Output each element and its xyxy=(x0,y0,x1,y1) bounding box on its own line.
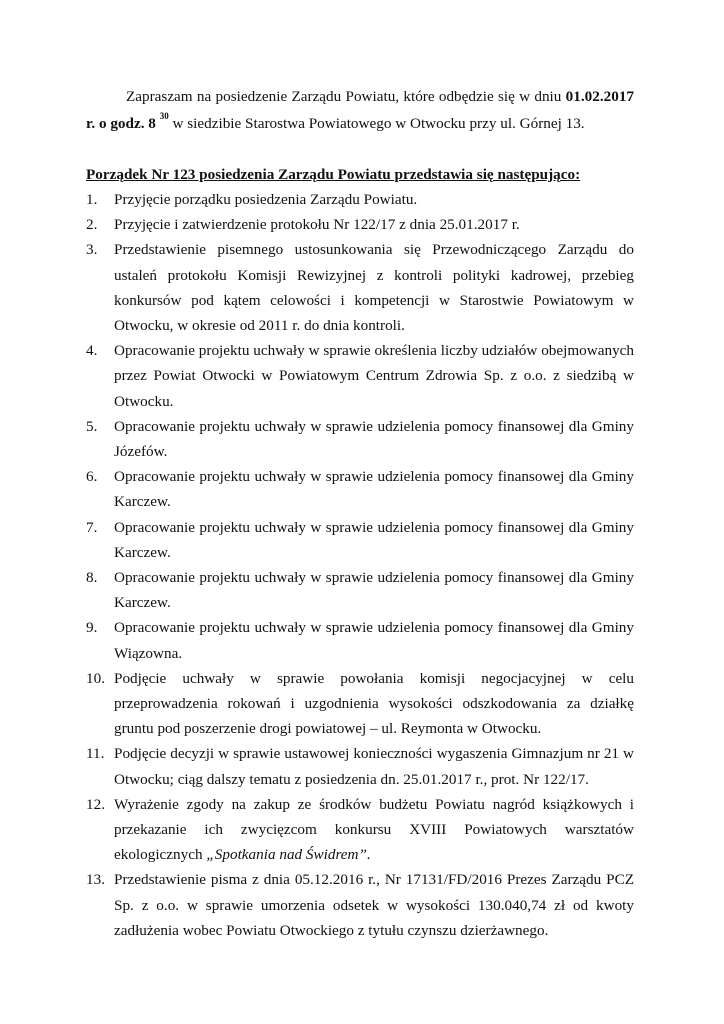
agenda-item-number: 1. xyxy=(86,191,98,208)
intro-paragraph xyxy=(86,84,634,137)
agenda-item xyxy=(86,867,634,943)
agenda-item-number: 8. xyxy=(86,569,98,587)
agenda-item-text: Przedstawienie pisemnego ustosunkowania się Przewodniczącego Zarządu do ustaleń protokołu Komisji Rewizyjnej z kontroli polityki kadrowej, przebieg konkursów pod kątem celowości i kompetencji w Starostwie Powiatowym w Otwocku, w okresie od 2011 r. do dnia kontroli. xyxy=(114,241,634,335)
agenda-item-text: Podjęcie decyzji w sprawie ustawowej konieczności wygaszenia Gimnazjum nr 21 w Otwocku; ciąg dalszy tematu z posiedzenia dn. 25.01.2017 r., prot. Nr 122/17. xyxy=(114,745,634,788)
intro-text-after: w siedzibie Starostwa Powiatowego w Otwocku przy ul. Górnej 13. xyxy=(172,114,585,132)
agenda-item-number: 2. xyxy=(86,216,98,234)
agenda-item xyxy=(86,565,634,615)
agenda-item-text: Przyjęcie porządku posiedzenia Zarządu Powiatu. xyxy=(114,191,418,208)
agenda-item-number: 4. xyxy=(86,342,98,360)
agenda-item-text: Opracowanie projektu uchwały w sprawie udzielenia pomocy finansowej dla Gminy Karczew. xyxy=(114,569,634,612)
agenda-item-text: Opracowanie projektu uchwały w sprawie określenia liczby udziałów obejmowanych przez Powiat Otwocki w Powiatowym Centrum Zdrowia Sp. z o.o. z siedzibą w Otwocku. xyxy=(114,342,634,410)
document-page xyxy=(86,84,634,943)
agenda-list xyxy=(86,187,634,943)
agenda-item-number: 5. xyxy=(86,417,98,435)
agenda-item-text: Podjęcie uchwały w sprawie powołania komisji negocjacyjnej w celu przeprowadzenia rokowań i uzgodnienia wysokości odszkodowania za działkę gruntu pod poszerzenie drogi powiatowej – ul. Reymonta w Otwocku. xyxy=(114,669,634,738)
agenda-item xyxy=(86,338,634,414)
agenda-item-number: 7. xyxy=(86,518,98,536)
agenda-item-italic-title: „Spotkania nad Świdrem”. xyxy=(206,846,371,864)
agenda-item xyxy=(86,792,634,868)
agenda-item-number: 13. xyxy=(86,871,105,889)
agenda-item-number: 6. xyxy=(86,468,98,486)
agenda-item-text: Opracowanie projektu uchwały w sprawie udzielenia pomocy finansowej dla Gminy Karczew. xyxy=(114,468,634,511)
meeting-minutes: 30 xyxy=(159,110,169,121)
agenda-item xyxy=(86,666,634,742)
agenda-item-text: Opracowanie projektu uchwały w sprawie udzielenia pomocy finansowej dla Gminy Józefów. xyxy=(114,417,634,461)
agenda-item xyxy=(86,615,634,665)
agenda-heading: Porządek Nr 123 posiedzenia Zarządu Powiatu przedstawia się następująco: xyxy=(86,166,581,183)
intro-text-before: Zapraszam na posiedzenie Zarządu Powiatu, które odbędzie się w dniu xyxy=(126,88,562,105)
meeting-date-time: 01.02.2017 r. o godz. 8 xyxy=(86,88,635,132)
agenda-item-number: 9. xyxy=(86,619,98,637)
agenda-item xyxy=(86,414,634,464)
agenda-item xyxy=(86,464,634,514)
agenda-item xyxy=(86,237,634,338)
agenda-item-number: 12. xyxy=(86,795,105,813)
agenda-item-number: 3. xyxy=(86,241,98,259)
agenda-item-text: Opracowanie projektu uchwały w sprawie udzielenia pomocy finansowej dla Gminy Wiązowna. xyxy=(114,619,634,662)
agenda-item-text: Opracowanie projektu uchwały w sprawie udzielenia pomocy finansowej dla Gminy Karczew. xyxy=(114,518,634,561)
agenda-item xyxy=(86,212,634,237)
agenda-item xyxy=(86,515,634,565)
agenda-item-number: 10. xyxy=(86,669,105,687)
agenda-item xyxy=(86,187,634,212)
agenda-item-number: 11. xyxy=(86,745,105,763)
agenda-item-text: Przyjęcie i zatwierdzenie protokołu Nr 122/17 z dnia 25.01.2017 r. xyxy=(114,216,520,234)
agenda-item-text: Wyrażenie zgody na zakup ze środków budżetu Powiatu nagród książkowych i przekazanie ich zwycięzcom konkursu XVIII Powiatowych warsztatów ekologicznych xyxy=(114,795,634,864)
agenda-item-text: Przedstawienie pisma z dnia 05.12.2016 r., Nr 17131/FD/2016 Prezes Zarządu PCZ Sp. z o.o. w sprawie umorzenia odsetek w wysokości 130.040,74 zł od kwoty zadłużenia wobec Powiatu Otwockiego z tytułu czynszu dzierżawnego. xyxy=(114,871,634,939)
agenda-item xyxy=(86,741,634,791)
